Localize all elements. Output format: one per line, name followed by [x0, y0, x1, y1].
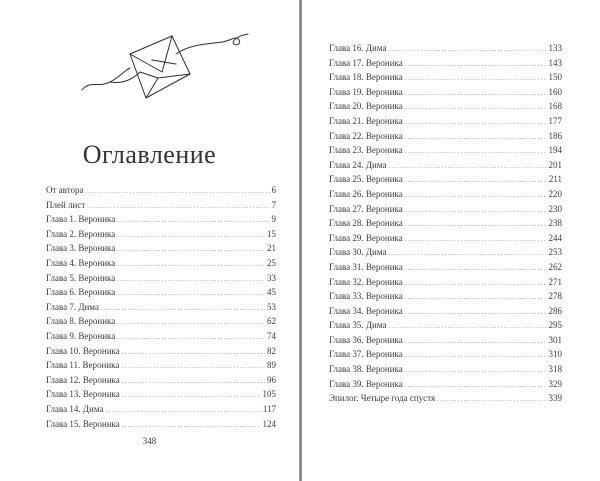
- toc-entry-label: Глава 34. Вероника: [329, 305, 403, 316]
- toc-leader-dots: [405, 130, 547, 145]
- toc-entry: [329, 245, 562, 260]
- toc-leader-dots: [405, 144, 547, 159]
- toc-entry-label: Глава 7. Дима: [46, 301, 99, 312]
- toc-entry-page: 7: [271, 199, 276, 210]
- toc-entry-page: 310: [548, 349, 562, 360]
- toc-entry-label: Глава 29. Вероника: [329, 232, 403, 243]
- toc-leader-dots: [388, 42, 546, 57]
- toc-entry: [46, 300, 276, 315]
- toc-entry-label: Глава 36. Вероника: [329, 334, 403, 345]
- toc-entry-page: 53: [267, 301, 276, 312]
- toc-entry-page: 21: [267, 243, 276, 254]
- toc-entry-page: 286: [548, 305, 562, 316]
- toc-entry-label: Глава 35. Дима: [329, 320, 387, 331]
- toc-entry-label: Глава 21. Вероника: [329, 115, 403, 126]
- toc-leader-dots: [405, 348, 547, 363]
- toc-entry: [46, 198, 276, 213]
- toc-entry: [329, 56, 562, 71]
- toc-entry-page: 211: [548, 174, 562, 185]
- toc-entry: [46, 241, 276, 256]
- toc-entry: [46, 256, 276, 271]
- toc-entry: [46, 183, 276, 198]
- toc-entry: [329, 289, 562, 304]
- toc-leader-dots: [405, 378, 547, 393]
- toc-entry-label: Глава 39. Вероника: [329, 378, 403, 389]
- toc-entry-page: 45: [267, 287, 276, 298]
- toc-entry-page: 105: [262, 389, 276, 400]
- toc-entry: [329, 216, 562, 231]
- left-page: [0, 0, 299, 481]
- toc-leader-dots: [437, 392, 546, 407]
- toc-entry-page: 339: [548, 393, 562, 404]
- toc-entry-page: 262: [548, 261, 562, 272]
- toc-entry-page: 301: [548, 334, 562, 345]
- toc-leader-dots: [86, 184, 270, 199]
- toc-entry-label: Глава 23. Вероника: [329, 145, 403, 156]
- toc-entry-label: Глава 28. Вероника: [329, 218, 403, 229]
- toc-entry-page: 318: [548, 364, 562, 375]
- toc-entry-label: Глава 3. Вероника: [46, 243, 116, 254]
- toc-entry-page: 82: [267, 345, 276, 356]
- page-title: Оглавление: [82, 140, 217, 169]
- toc-leader-dots: [117, 257, 265, 272]
- toc-leader-dots: [117, 272, 265, 287]
- toc-entry-label: Глава 19. Вероника: [329, 86, 403, 97]
- toc-entry-label: Глава 15. Вероника: [46, 418, 120, 429]
- toc-entry-label: Глава 38. Вероника: [329, 364, 403, 375]
- toc-leader-dots: [117, 213, 269, 228]
- toc-entry: [329, 318, 562, 333]
- toc-entry: [46, 227, 276, 242]
- toc-entry-label: Глава 20. Вероника: [329, 101, 403, 112]
- toc-entry-label: Глава 5. Вероника: [46, 272, 116, 283]
- toc-leader-dots: [105, 403, 260, 418]
- toc-leader-dots: [117, 228, 265, 243]
- toc-entry: [46, 387, 276, 402]
- toc-entry-page: 133: [548, 43, 562, 53]
- toc-leader-dots: [405, 115, 547, 130]
- toc-entry-label: Глава 27. Вероника: [329, 203, 403, 214]
- toc-entry-label: Глава 37. Вероника: [329, 349, 403, 360]
- toc-entry-page: 168: [548, 101, 562, 112]
- toc-leader-dots: [405, 261, 547, 276]
- toc-left-list: [46, 183, 276, 431]
- toc-entry-label: Глава 22. Вероника: [329, 130, 403, 141]
- toc-entry: [329, 41, 562, 56]
- toc-leader-dots: [405, 290, 547, 305]
- toc-leader-dots: [405, 203, 547, 218]
- toc-entry-page: 33: [267, 272, 276, 283]
- toc-entry-page: 25: [267, 257, 276, 268]
- toc-leader-dots: [405, 363, 547, 378]
- toc-entry-label: Глава 26. Вероника: [329, 188, 403, 199]
- toc-entry-page: 89: [267, 360, 276, 371]
- toc-entry: [329, 202, 562, 217]
- toc-entry-page: 329: [548, 378, 562, 389]
- toc-entry-page: 62: [267, 316, 276, 327]
- toc-entry: [46, 344, 276, 359]
- toc-leader-dots: [405, 217, 547, 232]
- toc-entry-label: Плей лист: [46, 199, 86, 210]
- toc-leader-dots: [405, 100, 547, 115]
- toc-entry: [46, 358, 276, 373]
- toc-entry-label: Глава 9. Вероника: [46, 330, 116, 341]
- toc-entry: [46, 373, 276, 388]
- toc-leader-dots: [121, 359, 265, 374]
- toc-entry-page: 150: [548, 72, 562, 83]
- toc-leader-dots: [405, 173, 547, 188]
- toc-entry: [46, 212, 276, 227]
- toc-leader-dots: [405, 232, 547, 247]
- toc-entry: [46, 285, 276, 300]
- toc-leader-dots: [388, 246, 546, 261]
- toc-entry-page: 177: [548, 115, 562, 126]
- toc-entry: [329, 187, 562, 202]
- toc-entry: [329, 391, 562, 406]
- toc-entry-page: 15: [267, 228, 276, 239]
- toc-leader-dots: [405, 276, 547, 291]
- toc-leader-dots: [405, 86, 547, 101]
- toc-entry: [329, 304, 562, 319]
- toc-entry: [329, 260, 562, 275]
- toc-entry-label: Глава 1. Вероника: [46, 214, 116, 225]
- toc-entry: [329, 70, 562, 85]
- toc-entry: [329, 347, 562, 362]
- page-number: 348: [142, 436, 157, 446]
- toc-entry-label: Глава 12. Вероника: [46, 374, 120, 385]
- toc-entry-page: 9: [271, 214, 276, 225]
- toc-entry: [329, 333, 562, 348]
- toc-entry: [329, 362, 562, 377]
- toc-leader-dots: [405, 57, 547, 72]
- toc-entry-label: Глава 10. Вероника: [46, 345, 120, 356]
- toc-entry: [329, 85, 562, 100]
- right-page: [302, 0, 600, 481]
- toc-entry: [329, 172, 562, 187]
- toc-entry-page: 117: [262, 403, 276, 414]
- toc-entry-label: Глава 18. Вероника: [329, 72, 403, 83]
- toc-entry-label: Глава 25. Вероника: [329, 174, 403, 185]
- toc-entry: [329, 377, 562, 392]
- toc-entry-page: 278: [548, 291, 562, 302]
- toc-entry-label: Глава 17. Вероника: [329, 57, 403, 68]
- toc-entry-label: Эпилог. Четыре года спустя: [329, 393, 436, 404]
- toc-leader-dots: [388, 319, 546, 334]
- toc-entry-label: Глава 33. Вероника: [329, 291, 403, 302]
- toc-leader-dots: [405, 305, 547, 320]
- toc-entry: [329, 114, 562, 129]
- toc-entry: [46, 314, 276, 329]
- toc-leader-dots: [405, 71, 547, 86]
- toc-entry-page: 124: [262, 418, 276, 429]
- toc-entry-label: Глава 24. Дима: [329, 159, 387, 170]
- toc-entry-page: 74: [267, 330, 276, 341]
- envelope-line-illustration-icon: [80, 20, 250, 115]
- toc-entry-page: 295: [548, 320, 562, 331]
- toc-entry-page: 201: [548, 159, 562, 170]
- toc-entry-page: 96: [267, 374, 276, 385]
- toc-entry-label: Глава 30. Дима: [329, 247, 387, 258]
- toc-leader-dots: [117, 330, 265, 345]
- toc-leader-dots: [405, 334, 547, 349]
- toc-entry-page: 143: [548, 57, 562, 68]
- toc-entry-label: Глава 6. Вероника: [46, 287, 116, 298]
- toc-entry-page: 160: [548, 86, 562, 97]
- toc-entry-page: 186: [548, 130, 562, 141]
- toc-right-list: [329, 41, 562, 406]
- toc-entry-label: Глава 16. Дима: [329, 43, 387, 53]
- toc-leader-dots: [388, 159, 546, 174]
- toc-entry-page: 238: [548, 218, 562, 229]
- toc-entry-page: 194: [548, 145, 562, 156]
- toc-leader-dots: [122, 388, 261, 403]
- toc-leader-dots: [122, 374, 265, 389]
- toc-entry-label: Глава 31. Вероника: [329, 261, 403, 272]
- toc-entry-page: 253: [548, 247, 562, 258]
- toc-entry: [329, 99, 562, 114]
- toc-leader-dots: [117, 286, 265, 301]
- toc-entry-label: Глава 13. Вероника: [46, 389, 120, 400]
- toc-entry: [46, 271, 276, 286]
- toc-entry-label: От автора: [46, 185, 84, 195]
- toc-entry-label: Глава 8. Вероника: [46, 316, 116, 327]
- toc-entry-page: 244: [548, 232, 562, 243]
- toc-entry-label: Глава 11. Вероника: [46, 360, 120, 371]
- toc-entry-label: Глава 32. Вероника: [329, 276, 403, 287]
- toc-entry-label: Глава 14. Дима: [46, 403, 104, 414]
- toc-entry-page: 230: [548, 203, 562, 214]
- toc-leader-dots: [117, 242, 265, 257]
- toc-entry-page: 6: [271, 185, 276, 195]
- toc-entry: [329, 129, 562, 144]
- toc-entry: [46, 402, 276, 417]
- toc-leader-dots: [117, 315, 265, 330]
- toc-entry-label: Глава 4. Вероника: [46, 257, 116, 268]
- toc-entry: [329, 143, 562, 158]
- toc-leader-dots: [122, 418, 261, 433]
- toc-entry: [329, 275, 562, 290]
- toc-entry: [46, 417, 276, 432]
- toc-leader-dots: [101, 301, 265, 316]
- toc-entry: [329, 231, 562, 246]
- toc-entry-page: 220: [548, 188, 562, 199]
- toc-leader-dots: [87, 199, 269, 214]
- toc-entry: [329, 158, 562, 173]
- toc-leader-dots: [122, 345, 265, 360]
- toc-entry: [46, 329, 276, 344]
- toc-entry-label: Глава 2. Вероника: [46, 228, 116, 239]
- toc-entry-page: 271: [548, 276, 562, 287]
- toc-leader-dots: [405, 188, 547, 203]
